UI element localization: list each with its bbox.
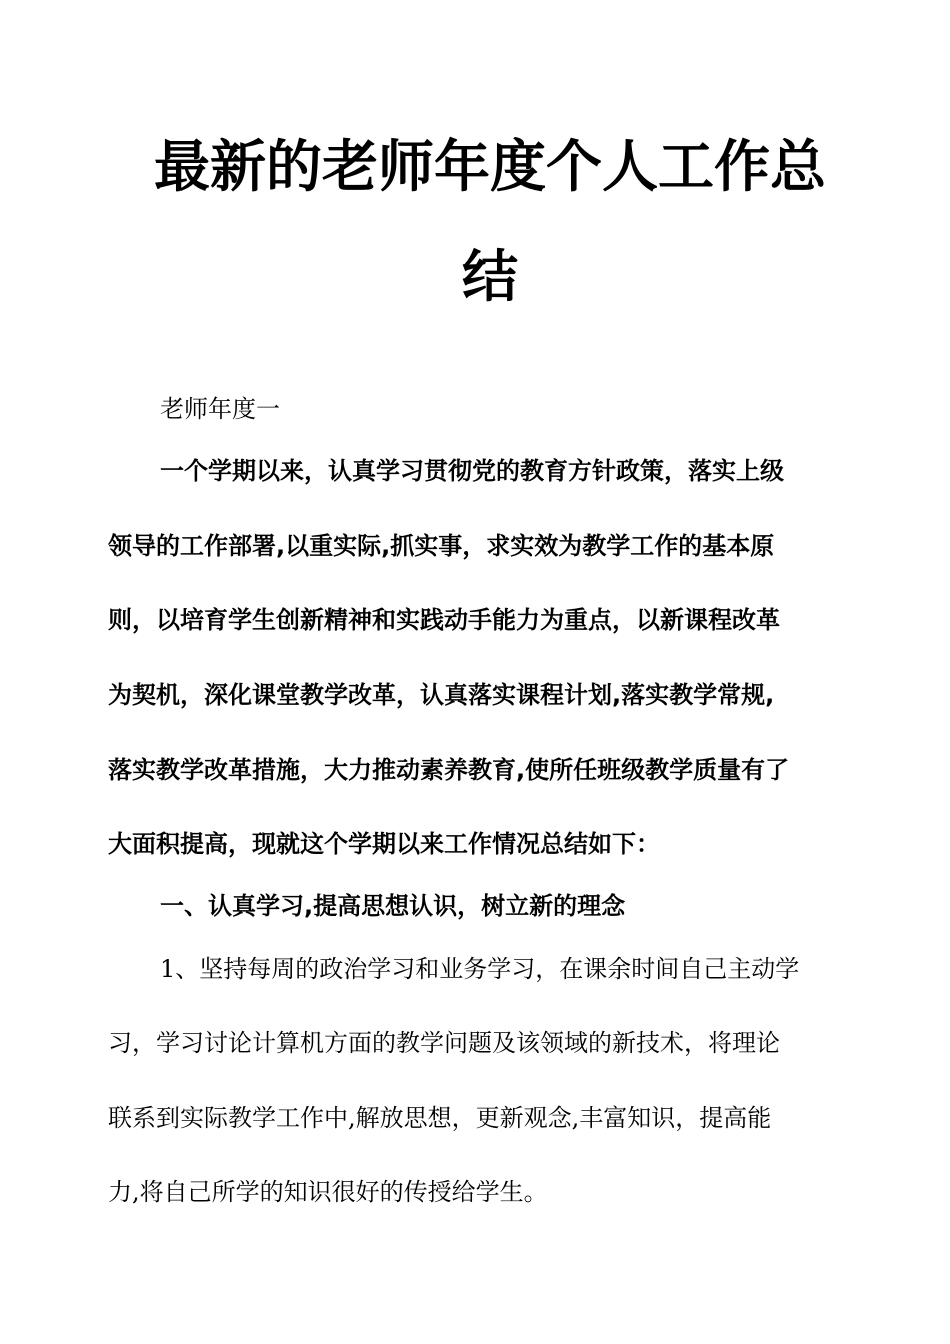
intro-line: 落实教学改革措施，大力推动素养教育,使所任班级教学质量有了: [108, 756, 790, 784]
paragraph-line: 联系到实际教学工作中,解放思想，更新观念,丰富知识，提高能: [108, 1104, 772, 1132]
paragraph-line: 习，学习讨论计算机方面的教学问题及该领域的新技术，将理论: [108, 1029, 780, 1057]
document-title-line-2: 结: [462, 245, 518, 310]
intro-line: 一个学期以来，认真学习贯彻党的教育方针政策，落实上级: [160, 457, 784, 485]
intro-line: 大面积提高，现就这个学期以来工作情况总结如下：: [108, 830, 660, 858]
paragraph-line: 1、坚持每周的政治学习和业务学习，在课余时间自己主动学: [160, 955, 800, 983]
paragraph-line: 力,将自己所学的知识很好的传授给学生。: [108, 1178, 548, 1206]
intro-line: 领导的工作部署,以重实际,抓实事，求实效为教学工作的基本原: [108, 532, 775, 560]
section-heading: 一、认真学习,提高思想认识，树立新的理念: [160, 892, 626, 920]
document-title-line-1: 最新的老师年度个人工作总: [154, 135, 826, 200]
subheading: 老师年度一: [160, 395, 280, 423]
intro-line: 则，以培育学生创新精神和实践动手能力为重点，以新课程改革: [108, 606, 780, 634]
intro-line: 为契机，深化课堂教学改革，认真落实课程计划,落实教学常规,: [108, 681, 775, 709]
